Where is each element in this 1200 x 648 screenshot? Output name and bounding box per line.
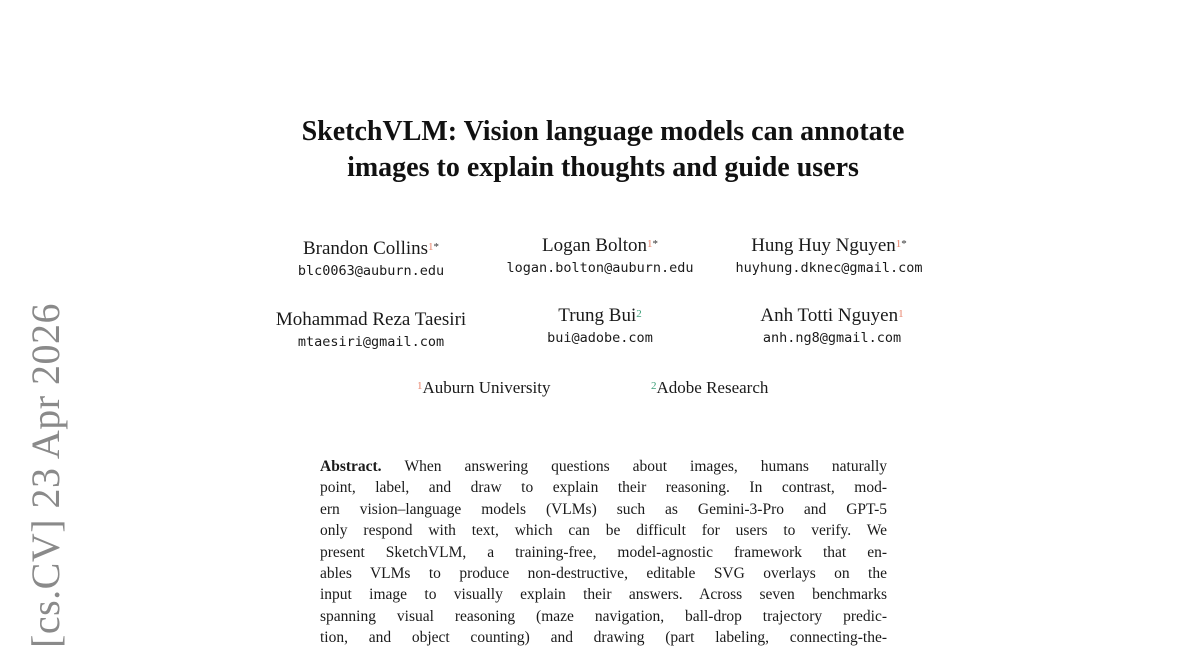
abstract-line: present SketchVLM, a training-free, model-agnostic framework that en-: [320, 543, 887, 561]
abstract-line: point, label, and draw to explain their reasoning. In contrast, mod-: [320, 479, 887, 497]
title-line-2: images to explain thoughts and guide users: [347, 152, 859, 183]
author-email[interactable]: anh.ng8@gmail.com: [762, 330, 902, 346]
abstract-line: only respond with text, which can be difficult for users to verify. We: [320, 522, 887, 540]
arxiv-stamp: [cs.CV] 23 Apr 2026: [23, 302, 68, 648]
author-email[interactable]: logan.bolton@auburn.edu: [506, 260, 694, 276]
paper-title: [200, 114, 1006, 186]
author-email[interactable]: bui@adobe.com: [547, 330, 653, 346]
author-name: Anh Totti Nguyen$^1$: [760, 305, 904, 326]
author-name: Trung Bui$^2$: [558, 305, 642, 326]
author-block-2: [470, 234, 730, 278]
author-name: Hung Huy Nguyen$^{1*}$: [751, 235, 907, 256]
abstract-line: input image to visually explain their answers. Across seven benchmarks: [320, 586, 887, 604]
abstract-line: ern vision–language models (VLMs) such as Gemini-3-Pro and GPT-5: [320, 500, 887, 518]
abstract-line: Abstract. When answering questions about images, humans naturally: [320, 458, 887, 475]
abstract: [320, 456, 887, 648]
author-block-4: [241, 308, 501, 352]
abstract-line: tion, and object counting) and drawing (part labeling, connecting-the-: [320, 629, 887, 647]
author-email[interactable]: huyhung.dknec@gmail.com: [735, 260, 923, 276]
author-block-3: [699, 234, 959, 278]
title-line-1: SketchVLM: Vision language models can annotate: [301, 116, 905, 147]
abstract-line: spanning visual reasoning (maze navigation, ball-drop trajectory predic-: [320, 607, 887, 625]
author-email[interactable]: mtaesiri@gmail.com: [297, 334, 445, 350]
author-name: Logan Bolton$^{1*}$: [541, 235, 659, 256]
author-block-5: [470, 304, 730, 348]
abstract-label: Abstract.: [320, 458, 382, 475]
author-block-6: [702, 304, 962, 348]
affiliation-1: $^1$Auburn University: [417, 378, 551, 397]
affiliation-2: $^2$Adobe Research: [651, 378, 769, 397]
author-name: Mohammad Reza Taesiri: [275, 309, 467, 330]
author-name: Brandon Collins$^{1*}$: [302, 238, 440, 259]
author-email[interactable]: blc0063@auburn.edu: [297, 263, 445, 279]
abstract-line: ables VLMs to produce non-destructive, editable SVG overlays on the: [320, 565, 887, 583]
author-block-1: [241, 237, 501, 281]
